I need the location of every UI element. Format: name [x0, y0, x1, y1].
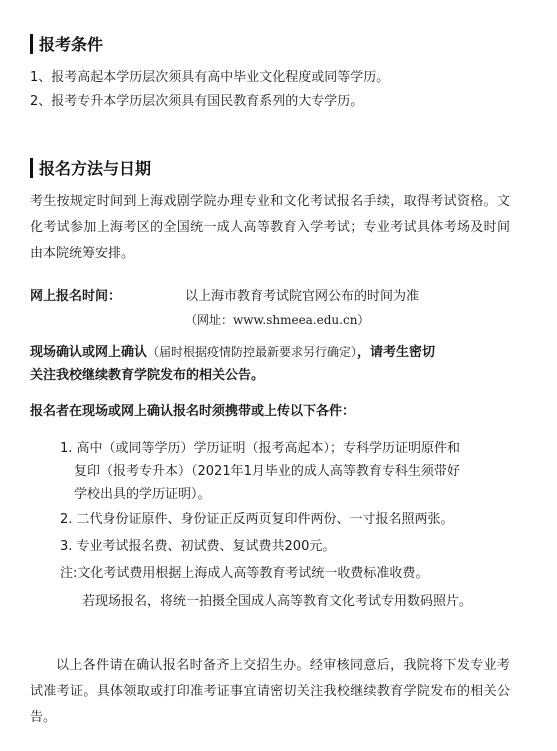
heading-text: 报考条件 — [39, 35, 104, 54]
list-item: 复印（报考专升本）（2021年1月毕业的成人高等教育专科生须带好 — [74, 464, 460, 479]
confirmation-line-2: 关注我校继续教育学院发布的相关公告。 — [30, 368, 265, 383]
heading-bar — [30, 158, 33, 178]
registration-intro: 考生按规定时间到上海戏剧学院办理专业和文化考试报名手续，取得考试资格。文化考试参加上海考区的全国统一成人高等教育入学考试；专业考试具体考场及时间由本院统筹安排。 — [30, 194, 510, 261]
heading-bar — [30, 34, 33, 54]
online-registration-url: （网址：www.shmeea.edu.cn） — [185, 313, 370, 327]
section-heading-registration — [30, 156, 151, 179]
section-heading-requirements — [30, 32, 103, 55]
document-item-2: 2. 二代身份证原件、身份证正反两页复印件两份、一寸报名照两张。 — [60, 512, 454, 527]
list-item: 1. 高中（或同等学历）学历证明（报考高起本）；专科学历证明原件和 — [60, 441, 461, 456]
list-item: 学校出具的学历证明）。 — [74, 487, 211, 502]
requirement-item-2: 2、报考专升本学历层次须具有国民教育系列的大专学历。 — [30, 94, 364, 109]
heading-text: 报名方法与日期 — [39, 159, 152, 178]
online-registration-value: 以上海市教育考试院官网公布的时间为准 — [185, 289, 420, 304]
confirmation-bold-2: ，请考生密切 — [357, 345, 436, 360]
requirement-item-1: 1、报考高起本学历层次须具有高中毕业文化程度或同等学历。 — [30, 70, 390, 85]
confirmation-note: （届时根据疫情防控最新要求另行确定） — [147, 345, 358, 359]
closing-paragraph: 以上各件请在确认报名时备齐上交招生办。经审核同意后，我院将下发专业考试准考证。具体领取或打印准考证事宜请密切关注我校继续教育学院发布的相关公告。 — [30, 658, 510, 725]
online-registration-label: 网上报名时间： — [30, 289, 122, 304]
confirmation-line-1 — [30, 340, 435, 365]
confirmation-bold-1: 现场确认或网上确认 — [30, 345, 148, 360]
documents-heading: 报名者在现场或网上确认报名时须携带或上传以下各件： — [30, 404, 356, 419]
document-item-3: 3. 专业考试报名费、初试费、复试费共200元。 — [60, 539, 336, 554]
documents-list — [60, 437, 510, 506]
fee-note: 注:文化考试费用根据上海成人高等教育考试统一收费标准收费。 — [60, 566, 429, 581]
onsite-photo-note: 若现场报名，将统一拍摄全国成人高等教育文化考试专用数码照片。 — [82, 594, 473, 609]
